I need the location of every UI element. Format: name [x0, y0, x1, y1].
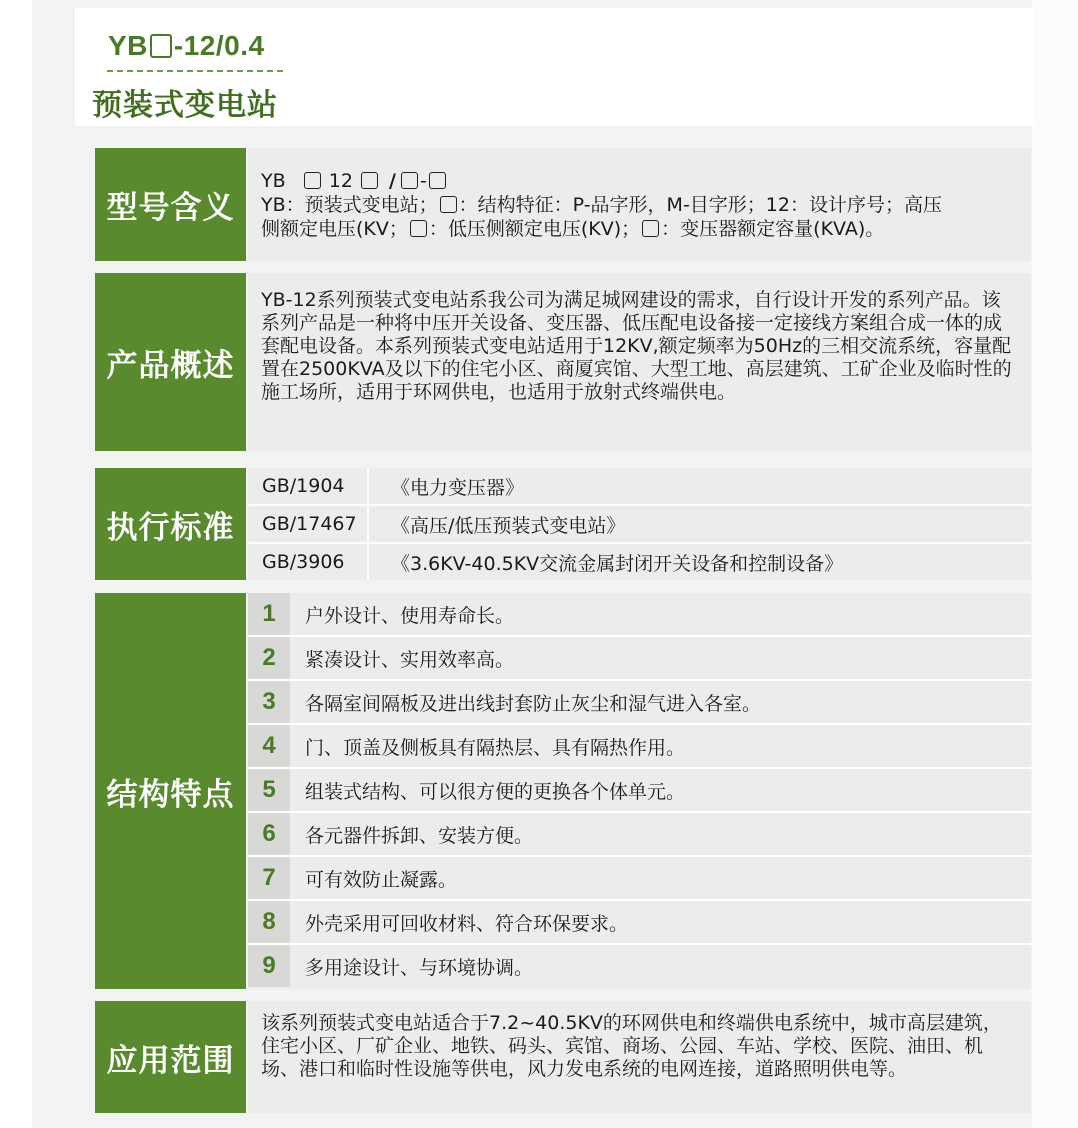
code-dash: -: [419, 170, 427, 192]
item-number: 4: [248, 725, 290, 767]
item-text: 组装式结构、可以很方便的更换各个体单元。: [305, 780, 686, 803]
meaning-text: ：结构特征：P-品字形，M-目字形；12：设计序号；高压: [458, 194, 942, 216]
meaning-text: 侧额定电压(KV；: [261, 218, 408, 240]
model-placeholder-box: [150, 34, 172, 58]
item-number: 8: [248, 901, 290, 943]
standard-code: GB/3906: [248, 544, 369, 580]
table-row: [248, 468, 1031, 506]
code-yb: YB: [261, 170, 286, 192]
title-divider: [107, 70, 283, 72]
item-number: 7: [248, 857, 290, 899]
placeholder-box-icon: [361, 172, 378, 189]
list-item: [248, 637, 1031, 681]
item-text: 紧凑设计、实用效率高。: [305, 648, 515, 671]
item-number: 9: [248, 945, 290, 987]
code-12: 12: [328, 170, 353, 192]
item-number: 2: [248, 637, 290, 679]
section-label: 执行标准: [95, 468, 246, 580]
standard-name: 《高压/低压预装式变电站》: [391, 514, 626, 537]
section-features: [95, 593, 1031, 989]
list-item: [248, 813, 1031, 857]
item-number: 6: [248, 813, 290, 855]
page-title: 预装式变电站: [92, 88, 278, 123]
item-text: 各隔室间隔板及进出线封套防止灰尘和湿气进入各室。: [305, 692, 762, 715]
list-item: [248, 593, 1031, 637]
standard-code: GB/1904: [248, 468, 369, 504]
standard-code: GB/17467: [248, 506, 369, 542]
page-margin-right: [1032, 0, 1078, 1128]
model-meaning-line1: [261, 193, 1017, 217]
standard-name: 《3.6KV-40.5KV交流金属封闭开关设备和控制设备》: [391, 552, 844, 575]
list-item: [248, 769, 1031, 813]
item-number: 5: [248, 769, 290, 811]
placeholder-box-icon: [401, 172, 418, 189]
model-code-line: [261, 169, 1017, 193]
placeholder-box-icon: [440, 196, 457, 213]
placeholder-box-icon: [410, 220, 427, 237]
model-meaning-content: [248, 148, 1031, 261]
item-text: 外壳采用可回收材料、符合环保要求。: [305, 912, 629, 935]
placeholder-box-icon: [642, 220, 659, 237]
list-item: [248, 725, 1031, 769]
model-suffix: -12/0.4: [173, 30, 265, 61]
item-number: 3: [248, 681, 290, 723]
model-number: [108, 30, 265, 62]
section-overview: [95, 273, 1031, 451]
list-item: [248, 857, 1031, 901]
section-label: 产品概述: [95, 273, 246, 451]
list-item: [248, 945, 1031, 987]
meaning-text: YB：预装式变电站；: [261, 194, 438, 216]
standard-name: 《电力变压器》: [391, 476, 525, 499]
section-model-meaning: [95, 148, 1031, 261]
item-text: 多用途设计、与环境协调。: [305, 956, 534, 979]
list-item: [248, 901, 1031, 945]
model-meaning-line2: [261, 217, 1017, 241]
section-label: 型号含义: [95, 148, 246, 261]
placeholder-box-icon: [304, 172, 321, 189]
page-margin-left: [0, 0, 32, 1128]
item-text: 户外设计、使用寿命长。: [305, 604, 515, 627]
item-text: 各元器件拆卸、安装方便。: [305, 824, 534, 847]
meaning-text: ：变压器额定容量(KVA)。: [661, 218, 885, 240]
section-label: 结构特点: [95, 593, 246, 989]
features-list: [248, 593, 1031, 989]
item-text: 门、顶盖及侧板具有隔热层、具有隔热作用。: [305, 736, 686, 759]
code-slash: /: [389, 170, 396, 192]
list-item: [248, 681, 1031, 725]
meaning-text: ：低压侧额定电压(KV)；: [428, 218, 641, 240]
overview-text: YB-12系列预装式变电站系我公司为满足城网建设的需求，自行设计开发的系列产品。该系列产品是一种将中压开关设备、变压器、低压配电设备接一定接线方案组合成一体的成套配电设备。本系列预装式变电站适用于12KV,额定频率为50Hz的三相交流系统，容量配置在2500KVA及以下的住宅小区、商厦宾馆、大型工地、高层建筑、工矿企业及临时性的施工场所，适用于环网供电，也适用于放射式终端供电。: [248, 273, 1031, 451]
table-row: [248, 544, 1031, 580]
model-prefix: YB: [108, 30, 148, 61]
standards-table: [248, 468, 1031, 580]
section-application: [95, 1001, 1031, 1113]
item-number: 1: [248, 593, 290, 635]
placeholder-box-icon: [429, 172, 446, 189]
section-label: 应用范围: [95, 1001, 246, 1113]
application-text: 该系列预装式变电站适合于7.2~40.5KV的环网供电和终端供电系统中，城市高层建筑，住宅小区、厂矿企业、地铁、码头、宾馆、商场、公园、车站、学校、医院、油田、机场、港口和临时性设施等供电，风力发电系统的电网连接，道路照明供电等。: [248, 1001, 1031, 1113]
item-text: 可有效防止凝露。: [305, 868, 458, 891]
section-standards: [95, 468, 1031, 580]
table-row: [248, 506, 1031, 544]
